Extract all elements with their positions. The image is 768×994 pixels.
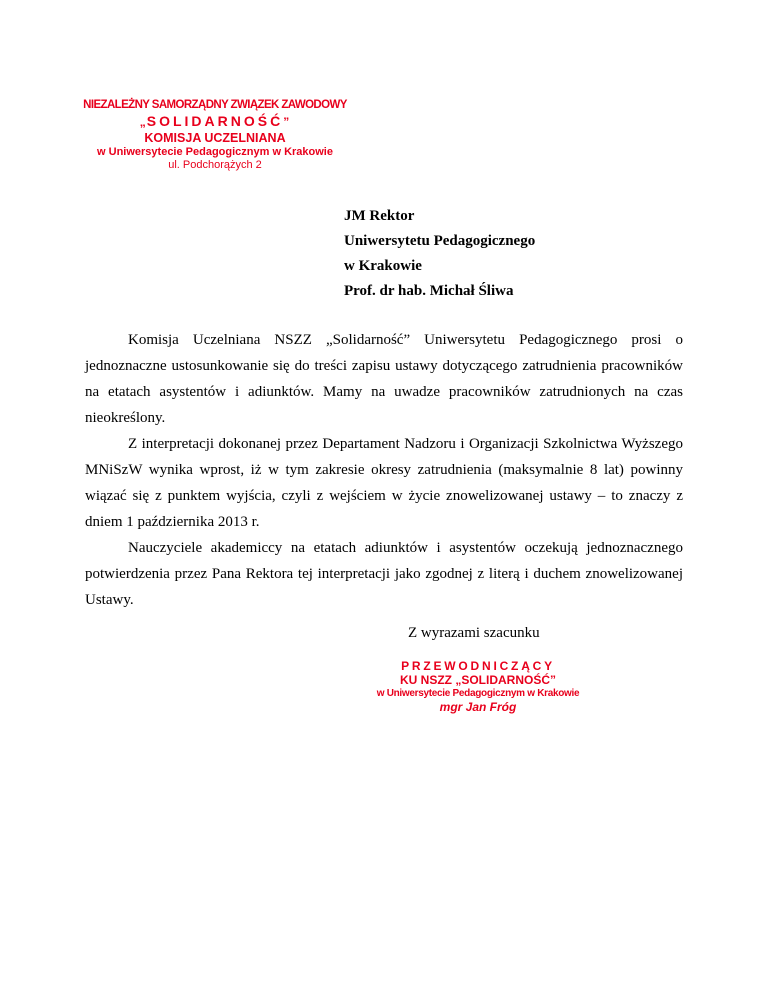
- signatory-name: mgr Jan Fróg: [439, 700, 517, 714]
- recipient-line-4: Prof. dr hab. Michał Śliwa: [344, 283, 514, 299]
- recipient-line-2: Uniwersytetu Pedagogicznego: [344, 233, 536, 249]
- letter-body: [85, 327, 683, 613]
- signature-organization: KU NSZZ „SOLIDARNOŚĆ”: [400, 673, 556, 687]
- union-full-name: NIEZALEŻNY SAMORZĄDNY ZWIĄZEK ZAWODOWY: [83, 99, 347, 111]
- signature-university: w Uniwersytecie Pedagogicznym w Krakowie: [376, 688, 580, 699]
- university-name: w Uniwersytecie Pedagogicznym w Krakowie: [97, 146, 333, 158]
- quote-close: ”: [283, 115, 291, 129]
- quote-open: „: [139, 115, 147, 129]
- closing-phrase: Z wyrazami szacunku: [408, 625, 540, 641]
- address: ul. Podchorążych 2: [168, 159, 262, 171]
- commission-name: KOMISJA UCZELNIANA: [144, 131, 286, 145]
- paragraph-2: Z interpretacji dokonanej przez Departament Nadzoru i Organizacji Szkolnictwa Wyższego MNiSzW wynika wprost, iż w tym zakresie okresy zatrudnienia (maksymalnie 8 lat) powinny wiązać się z punktem wyjścia, czyli z wejściem w życie znowelizowanej ustawy – to znaczy z dniem 1 października 2013 r.: [85, 436, 683, 530]
- recipient-line-1: JM Rektor: [344, 208, 415, 224]
- signature-stamp: [350, 659, 606, 715]
- union-name: [80, 112, 350, 131]
- union-name-text: SOLIDARNOŚĆ: [146, 113, 284, 129]
- letterhead: [80, 98, 350, 172]
- paragraph-3: Nauczyciele akademiccy na etatach adiunktów i asystentów oczekują jednoznacznego potwierdzenia przez Pana Rektora tej interpretacji jako zgodnej z literą i duchem znowelizowanej Ustawy.: [85, 540, 683, 608]
- signature-title: PRZEWODNICZĄCY: [401, 659, 555, 673]
- recipient-line-3: w Krakowie: [344, 258, 422, 274]
- paragraph-1: Komisja Uczelniana NSZZ „Solidarność” Uniwersytetu Pedagogicznego prosi o jednoznaczne ustosunkowanie się do treści zapisu ustawy dotyczącego zatrudnienia pracowników na etatach asystentów i adiunktów. Mamy na uwadze pracowników zatrudnionych na czas nieokreślony.: [85, 332, 683, 426]
- recipient-block: [344, 204, 535, 304]
